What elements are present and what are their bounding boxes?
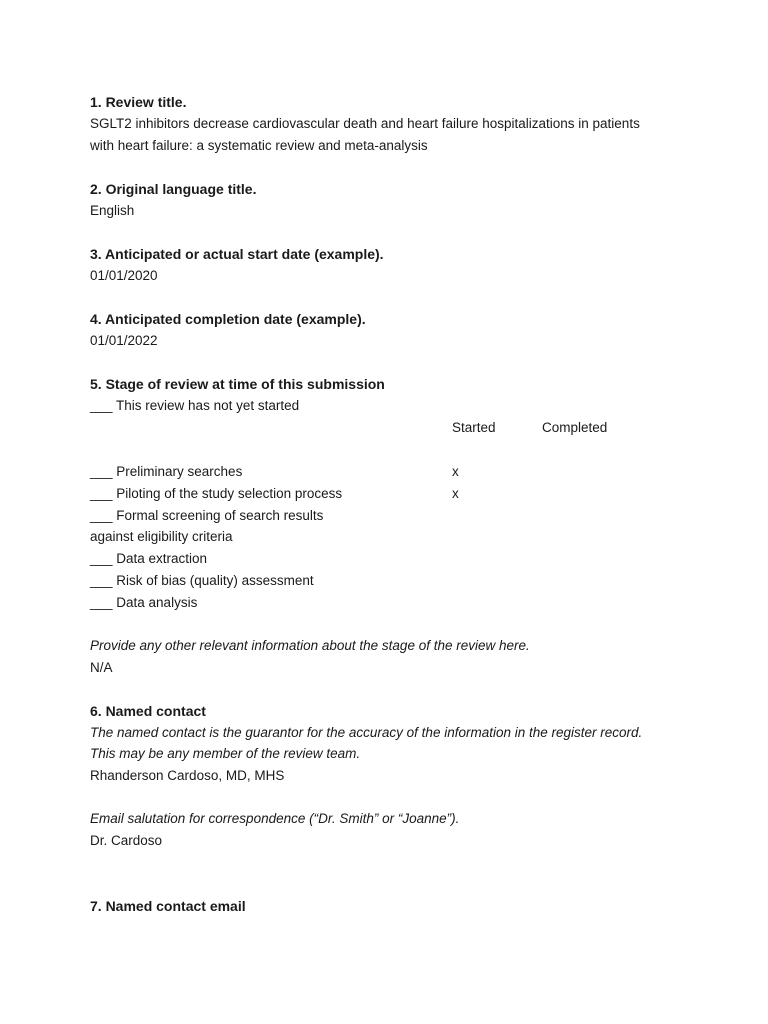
stage-col-completed: Completed	[542, 420, 608, 435]
stage-row-started: x	[452, 464, 459, 479]
stage-info-value: N/A	[90, 660, 113, 675]
stage-row-label: ___ Data extraction	[90, 551, 208, 566]
stage-row-label: ___ Formal screening of search results	[90, 508, 324, 523]
stage-row-label: ___ Preliminary searches	[90, 464, 243, 479]
start-date-heading: 3. Anticipated or actual start date (example).	[90, 246, 384, 262]
contact-email-heading: 7. Named contact email	[90, 898, 246, 914]
stage-row-label: ___ Risk of bias (quality) assessment	[90, 573, 314, 588]
review-title-line-1: SGLT2 inhibitors decrease cardiovascular death and heart failure hospitalizations in patients	[90, 116, 640, 131]
salutation-prompt: Email salutation for correspondence (“Dr. Smith” or “Joanne”).	[90, 811, 460, 826]
salutation-value: Dr. Cardoso	[90, 833, 163, 848]
review-title-heading: 1. Review title.	[90, 94, 187, 110]
stage-info-prompt: Provide any other relevant information about the stage of the review here.	[90, 638, 530, 653]
stage-row-started: x	[452, 486, 459, 501]
named-contact-heading: 6. Named contact	[90, 703, 206, 719]
original-language-value: English	[90, 203, 135, 218]
stage-row-label: ___ Data analysis	[90, 595, 198, 610]
stage-heading: 5. Stage of review at time of this submission	[90, 376, 385, 392]
stage-not-started: ___ This review has not yet started	[90, 398, 300, 413]
stage-row-label: against eligibility criteria	[90, 529, 233, 544]
completion-date-heading: 4. Anticipated completion date (example).	[90, 311, 366, 327]
named-contact-desc-1: The named contact is the guarantor for the accuracy of the information in the register record.	[90, 725, 643, 740]
completion-date-value: 01/01/2022	[90, 333, 158, 348]
stage-col-started: Started	[452, 420, 496, 435]
original-language-heading: 2. Original language title.	[90, 181, 257, 197]
named-contact-value: Rhanderson Cardoso, MD, MHS	[90, 768, 285, 783]
named-contact-desc-2: This may be any member of the review team.	[90, 746, 361, 761]
start-date-value: 01/01/2020	[90, 268, 158, 283]
stage-row-label: ___ Piloting of the study selection process	[90, 486, 343, 501]
review-title-line-2: with heart failure: a systematic review and meta-analysis	[90, 138, 428, 153]
